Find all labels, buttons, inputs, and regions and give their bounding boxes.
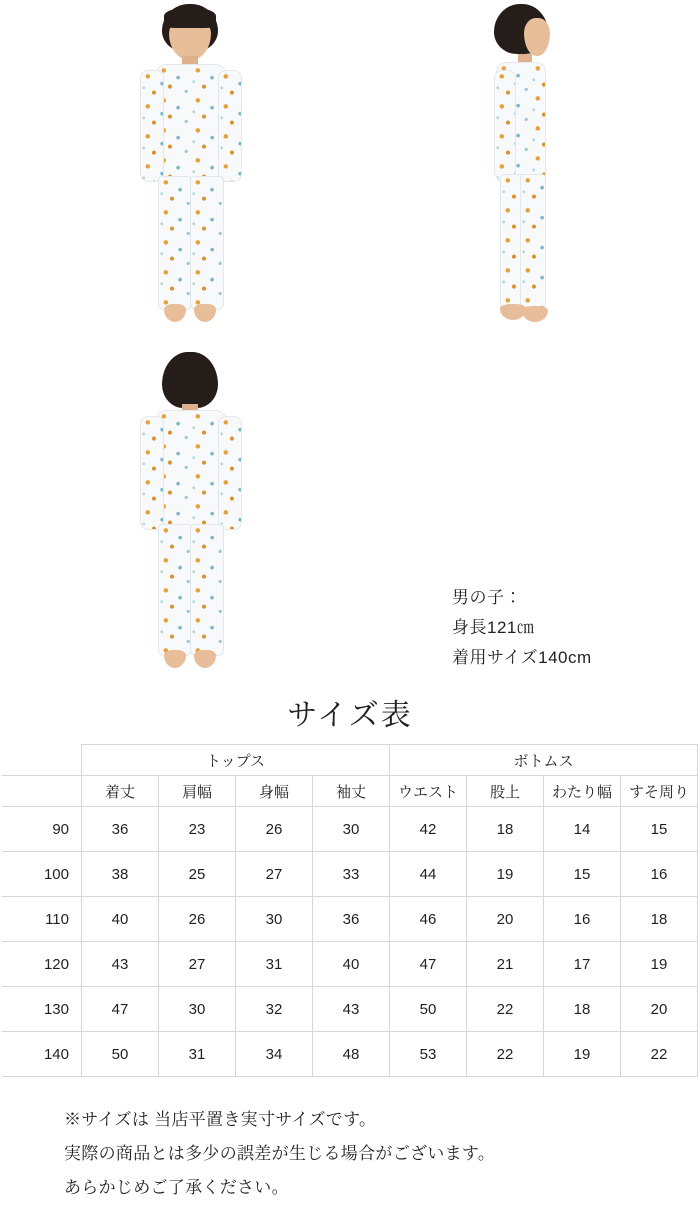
size-table-group-bottoms: ボトムス (390, 745, 698, 776)
size-table-group-tops: トップス (82, 745, 390, 776)
cell-mihaba: 34 (236, 1032, 313, 1077)
size-table-col-sodetake: 袖丈 (313, 776, 390, 807)
size-table-corner-cell (3, 745, 82, 776)
pajama-sleeve-right (218, 70, 242, 182)
model-info-line-1: 男の子： (452, 588, 522, 607)
cell-kitake: 36 (82, 807, 159, 852)
cell-sodetake: 36 (313, 897, 390, 942)
cell-mataue: 21 (467, 942, 544, 987)
table-row (3, 897, 698, 942)
cell-mataue: 19 (467, 852, 544, 897)
size-table-col-kitake: 着丈 (82, 776, 159, 807)
pajama-sleeve-left (140, 416, 164, 530)
cell-susomawari: 16 (621, 852, 698, 897)
cell-katahaba: 30 (159, 987, 236, 1032)
cell-watarihaba: 16 (544, 897, 621, 942)
foot-left (164, 304, 186, 322)
cell-katahaba: 31 (159, 1032, 236, 1077)
pajama-top (156, 64, 226, 184)
cell-sodetake: 43 (313, 987, 390, 1032)
cell-susomawari: 22 (621, 1032, 698, 1077)
pajama-pants-right (190, 524, 224, 656)
foot-left (164, 650, 186, 668)
size-table-col-watarihaba: わたり幅 (544, 776, 621, 807)
size-notes (0, 1103, 700, 1205)
size-note-line-1: ※サイズは 当店平置き実寸サイズです。 (64, 1110, 377, 1129)
table-row (3, 852, 698, 897)
cell-mataue: 18 (467, 807, 544, 852)
cell-kitake: 40 (82, 897, 159, 942)
size-table-col-susomawari: すそ周り (621, 776, 698, 807)
model-photo-back-view (128, 352, 248, 682)
cell-mihaba: 30 (236, 897, 313, 942)
cell-mataue: 22 (467, 1032, 544, 1077)
pajama-sleeve-left (140, 70, 164, 182)
foot-right (194, 304, 216, 322)
cell-mataue: 20 (467, 897, 544, 942)
cell-katahaba: 23 (159, 807, 236, 852)
size-label: 140 (3, 1032, 82, 1077)
size-table-col-mihaba: 身幅 (236, 776, 313, 807)
size-table-col-katahaba: 肩幅 (159, 776, 236, 807)
table-row (3, 987, 698, 1032)
cell-mataue: 22 (467, 987, 544, 1032)
table-row (3, 807, 698, 852)
size-table-group-header-row (3, 745, 698, 776)
cell-mihaba: 27 (236, 852, 313, 897)
size-table (2, 744, 698, 1077)
model-info-line-3: 着用サイズ140cm (452, 648, 592, 667)
pajama-pants-left (158, 176, 192, 310)
cell-watarihaba: 14 (544, 807, 621, 852)
pajama-pants-left (158, 524, 192, 656)
cell-sodetake: 48 (313, 1032, 390, 1077)
child-figure-back (128, 352, 248, 682)
size-table-head (3, 745, 698, 807)
cell-kitake: 38 (82, 852, 159, 897)
cell-waist: 42 (390, 807, 467, 852)
table-row (3, 1032, 698, 1077)
cell-waist: 53 (390, 1032, 467, 1077)
model-info-caption (452, 583, 592, 673)
size-note-line-3: あらかじめご了承ください。 (64, 1178, 289, 1197)
table-row (3, 942, 698, 987)
cell-katahaba: 26 (159, 897, 236, 942)
size-table-body (3, 807, 698, 1077)
hair-shape (162, 352, 218, 408)
cell-susomawari: 19 (621, 942, 698, 987)
size-label: 90 (3, 807, 82, 852)
cell-sodetake: 30 (313, 807, 390, 852)
cell-mihaba: 32 (236, 987, 313, 1032)
pajama-sleeve-right (494, 70, 516, 180)
pajama-pants-right (520, 174, 546, 310)
size-table-column-header-row (3, 776, 698, 807)
cell-susomawari: 15 (621, 807, 698, 852)
cell-susomawari: 20 (621, 987, 698, 1032)
size-label: 130 (3, 987, 82, 1032)
cell-sodetake: 40 (313, 942, 390, 987)
cell-kitake: 50 (82, 1032, 159, 1077)
cell-katahaba: 27 (159, 942, 236, 987)
cell-kitake: 47 (82, 987, 159, 1032)
cell-kitake: 43 (82, 942, 159, 987)
cell-mihaba: 26 (236, 807, 313, 852)
child-figure-front (130, 4, 250, 334)
face-shape (524, 18, 550, 56)
pajama-pants-right (190, 176, 224, 310)
foot-right (194, 650, 216, 668)
cell-waist: 50 (390, 987, 467, 1032)
size-label: 120 (3, 942, 82, 987)
fringe-shape (164, 8, 216, 28)
cell-susomawari: 18 (621, 897, 698, 942)
size-label: 100 (3, 852, 82, 897)
pajama-top (156, 410, 226, 532)
cell-sodetake: 33 (313, 852, 390, 897)
size-table-wrap (0, 744, 700, 1077)
cell-waist: 47 (390, 942, 467, 987)
size-label: 110 (3, 897, 82, 942)
cell-waist: 46 (390, 897, 467, 942)
model-photo-side-view (470, 4, 574, 334)
cell-watarihaba: 15 (544, 852, 621, 897)
size-note-line-2: 実際の商品とは多少の誤差が生じる場合がございます。 (64, 1144, 496, 1163)
model-photo-front-view (130, 4, 250, 334)
size-table-col-mataue: 股上 (467, 776, 544, 807)
cell-waist: 44 (390, 852, 467, 897)
pajama-sleeve-right (218, 416, 242, 530)
model-info-line-2: 身長121㎝ (452, 618, 535, 637)
foot-right (522, 306, 548, 322)
child-figure-side (470, 4, 574, 334)
cell-mihaba: 31 (236, 942, 313, 987)
size-table-col-waist: ウエスト (390, 776, 467, 807)
size-chart-title: サイズ表 (287, 699, 413, 732)
cell-watarihaba: 18 (544, 987, 621, 1032)
cell-watarihaba: 17 (544, 942, 621, 987)
cell-katahaba: 25 (159, 852, 236, 897)
size-table-corner-cell-2 (3, 776, 82, 807)
cell-watarihaba: 19 (544, 1032, 621, 1077)
